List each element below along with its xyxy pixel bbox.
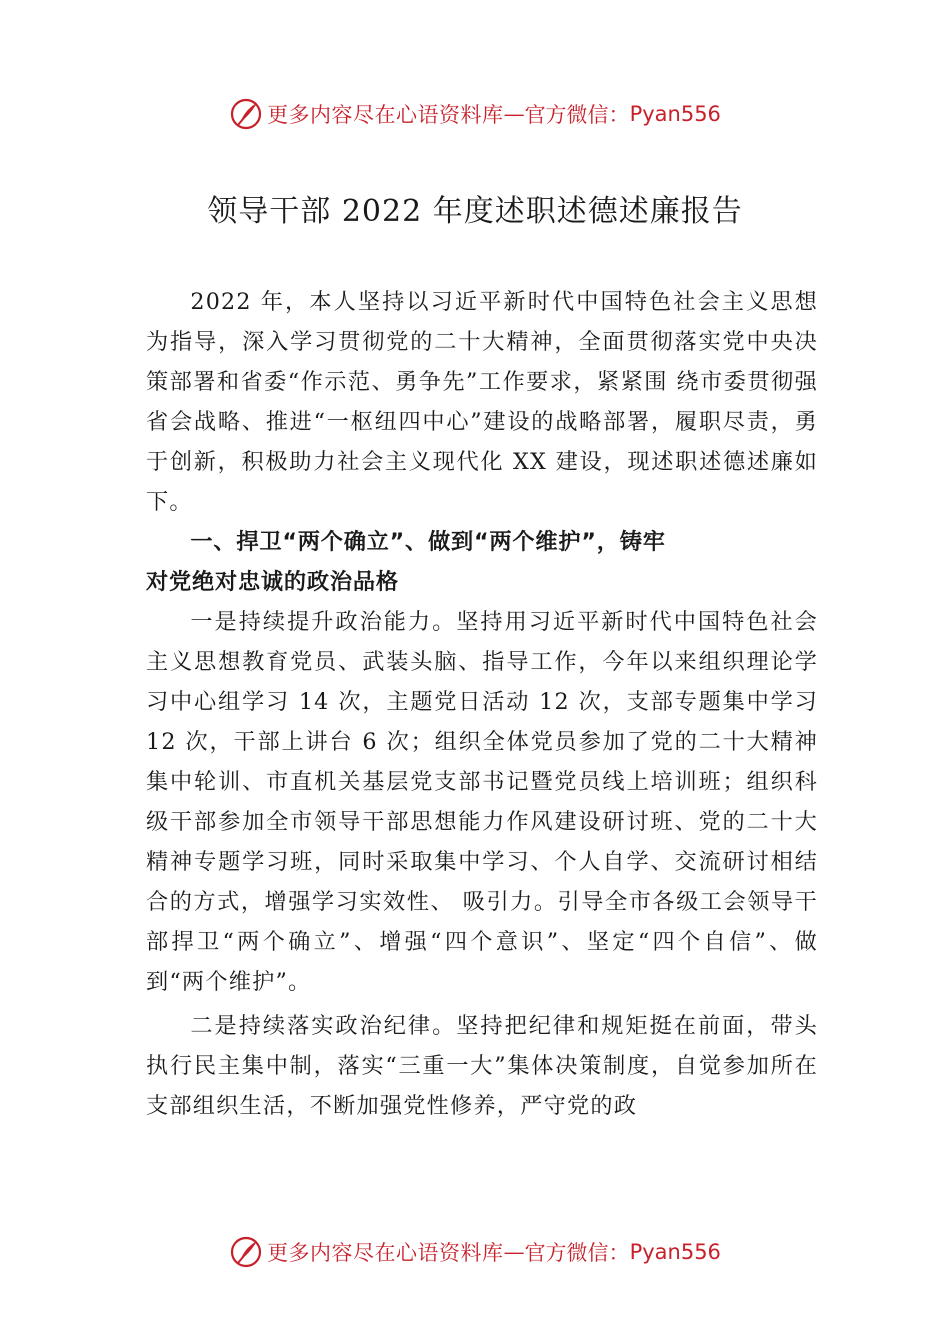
banner-brand-text: 更多内容尽在心语资料库 — [267, 103, 504, 127]
banner-wechat-label: 官方微信： — [524, 103, 630, 127]
banner-wechat-id: Pyan556 — [629, 102, 721, 126]
document-title: 领导干部 2022 年度述职述德述廉报告 — [207, 194, 743, 229]
section-heading-line1: 一、捍卫“两个确立”、做到“两个维护”，铸牢 — [190, 529, 666, 555]
section-paragraph-2: 二是持续落实政治纪律。坚持把纪律和规矩挺在前面，带头执行民主集中制，落实“三重一大”集体决策制度，自觉参加所在支部组织生活，不断加强党性修养，严守党的政 — [146, 1013, 818, 1119]
document-body — [146, 282, 818, 1126]
section-heading — [146, 522, 818, 602]
footer-watermark-banner — [0, 1232, 950, 1272]
banner-wechat-id: Pyan556 — [629, 1240, 721, 1264]
section-heading-line2: 对党绝对忠诚的政治品格 — [146, 569, 399, 595]
banner-separator: — — [503, 102, 525, 126]
header-watermark-banner — [0, 94, 950, 134]
section-paragraph-1: 一是持续提升政治能力。坚持用习近平新时代中国特色社会主义思想教育党员、武装头脑、指导工作，今年以来组织理论学习中心组学习 14 次，主题党日活动 12 次，支部专题集中学习 12 次，干部上讲台 6 次；组织全体党员参加了党的二十大精神集中轮训、市直机关基层党支部书记暨党员线上培训班；组织科级干部参加全市领导干部思想能力作风建设研讨班、党的二十大精神专题学习班，同时采取集中学习、个人自学、交流研讨相结合的方式，增强学习实效性、 吸引力。引导全市各级工会领导干部捍卫“两个确立”、增强“四个意识”、坚定“四个自信”、做到“两个维护”。 — [146, 609, 818, 995]
quill-logo-icon — [229, 97, 263, 131]
intro-paragraph: 2022 年，本人坚持以习近平新时代中国特色社会主义思想为指导，深入学习贯彻党的二十大精神，全面贯彻落实党中央决策部署和省委“作示范、勇争先”工作要求，紧紧围 绕市委贯彻强省会战略、推进“一枢纽四中心”建设的战略部署，履职尽责，勇于创新，积极助力社会主义现代化 XX 建设，现述职述德述廉如下。 — [146, 289, 818, 515]
banner-wechat-label: 官方微信： — [524, 1241, 630, 1265]
banner-separator: — — [503, 1240, 525, 1264]
quill-logo-icon — [229, 1235, 263, 1269]
banner-brand-text: 更多内容尽在心语资料库 — [267, 1241, 504, 1265]
